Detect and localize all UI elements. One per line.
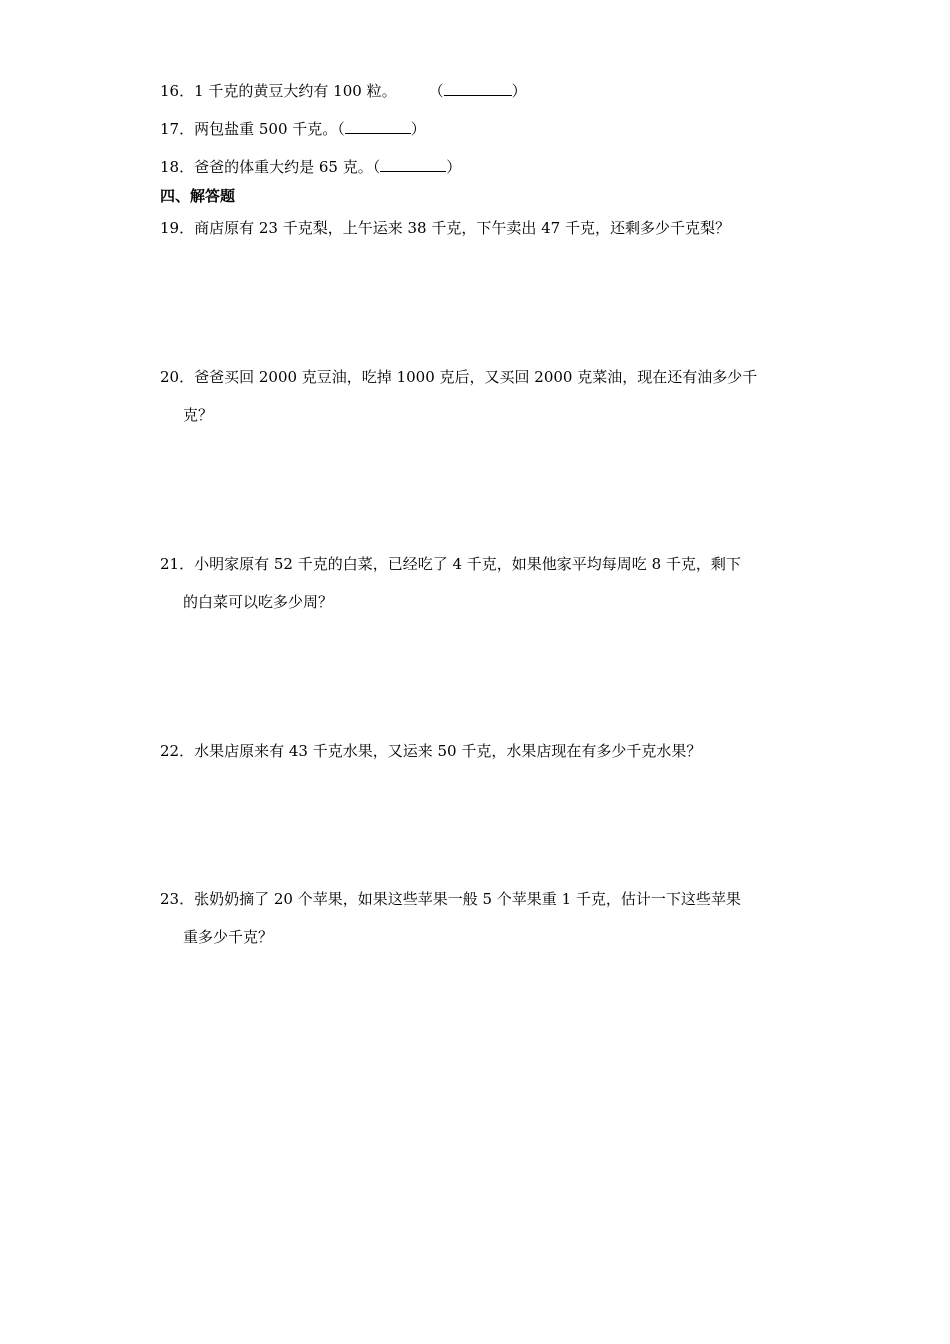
answer-blank[interactable] <box>444 80 512 96</box>
question-number: 20． <box>160 368 195 386</box>
paren-close: ） <box>446 158 462 176</box>
question-text: 两包盐重 500 千克。 <box>194 120 338 138</box>
question-22 <box>160 741 701 761</box>
question-text: 爸爸买回 2000 克豆油，吃掉 1000 克后，又买回 2000 克菜油，现在还有油多少千 <box>194 368 758 386</box>
paren-close: ） <box>511 82 527 100</box>
question-text: 水果店原来有 43 千克水果，又运来 50 千克，水果店现在有多少千克水果？ <box>194 742 702 760</box>
paren-open: （ <box>372 158 381 176</box>
question-text: 1 千克的黄豆大约有 100 粒。 <box>194 82 397 100</box>
question-text: 小明家原有 52 千克的白菜，已经吃了 4 千克，如果他家平均每周吃 8 千克，剩下 <box>194 555 741 573</box>
question-text: 张奶奶摘了 20 个苹果，如果这些苹果一般 5 个苹果重 1 千克，估计一下这些苹果 <box>194 890 741 908</box>
paren-close: ） <box>410 120 426 138</box>
question-23-continued: 重多少千克？ <box>183 928 274 946</box>
question-20-continued: 克？ <box>183 406 214 424</box>
question-18 <box>160 156 461 177</box>
question-number: 17． <box>160 120 195 138</box>
question-number: 16． <box>160 82 195 100</box>
question-text: 商店原有 23 千克梨，上午运来 38 千克，下午卖出 47 千克，还剩多少千克梨？ <box>194 219 730 237</box>
question-21-continued: 的白菜可以吃多少周？ <box>183 593 334 611</box>
question-text: 爸爸的体重大约是 65 克。 <box>194 158 373 176</box>
answer-blank[interactable] <box>345 118 411 134</box>
question-21 <box>160 554 741 574</box>
question-17 <box>160 118 426 139</box>
paren-open: （ <box>337 120 345 138</box>
question-number: 19． <box>160 219 195 237</box>
question-16 <box>160 80 527 101</box>
answer-blank[interactable] <box>380 156 446 172</box>
question-number: 23． <box>160 890 195 908</box>
question-number: 22． <box>160 742 195 760</box>
question-number: 21． <box>160 555 195 573</box>
section-heading: 四、解答题 <box>160 187 236 205</box>
question-23 <box>160 889 741 909</box>
question-20 <box>160 367 757 387</box>
paren-open: （ <box>428 82 444 100</box>
question-19 <box>160 218 730 238</box>
question-number: 18． <box>160 158 195 176</box>
